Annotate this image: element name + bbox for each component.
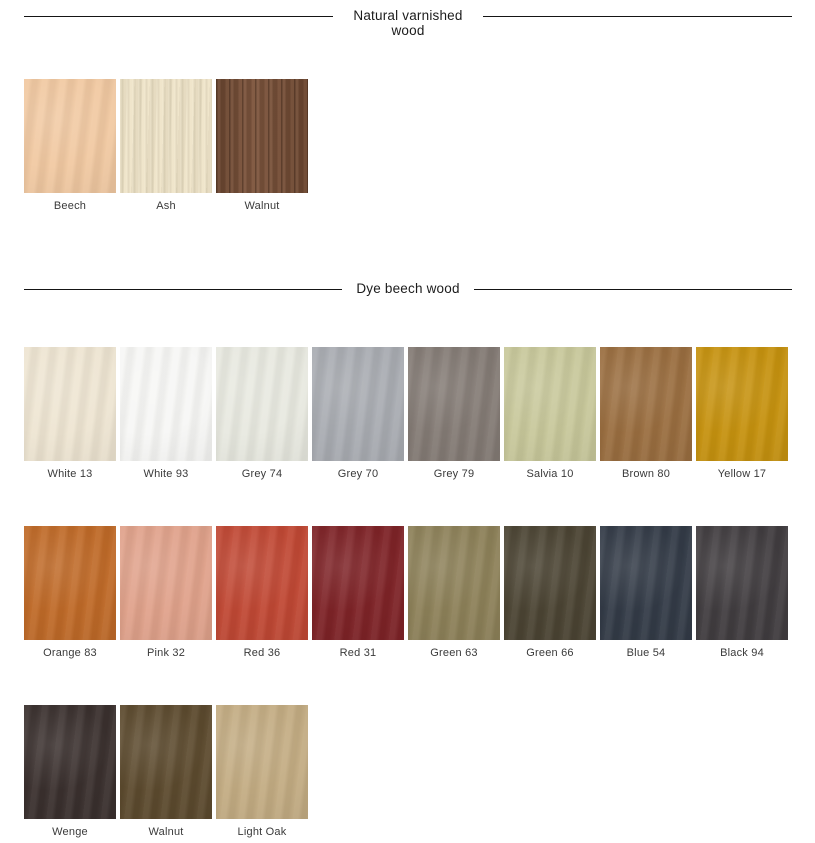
wood-finish-swatch-red-36[interactable] xyxy=(216,526,308,640)
swatch-cell xyxy=(312,526,404,660)
swatch-cell xyxy=(696,526,788,660)
swatch-cell xyxy=(504,526,596,660)
swatch-label: Yellow 17 xyxy=(717,468,767,480)
wood-finish-swatch-brown-80[interactable] xyxy=(600,347,692,461)
swatch-cell xyxy=(216,705,308,839)
section-header-dye xyxy=(24,281,792,296)
section-title-dye: Dye beech wood xyxy=(356,281,460,296)
wood-finish-swatch-yellow-17[interactable] xyxy=(696,347,788,461)
swatch-label: Green 63 xyxy=(430,647,478,659)
swatch-cell xyxy=(120,347,212,481)
swatch-cell xyxy=(120,705,212,839)
swatch-label: Walnut xyxy=(148,826,184,838)
wood-finish-swatch-grey-79[interactable] xyxy=(408,347,500,461)
swatch-cell xyxy=(216,526,308,660)
swatch-label: White 13 xyxy=(47,468,93,480)
swatch-label: Grey 79 xyxy=(433,468,475,480)
wood-finish-swatch-pink-32[interactable] xyxy=(120,526,212,640)
swatch-row-natural xyxy=(24,79,792,213)
wood-finish-swatch-red-31[interactable] xyxy=(312,526,404,640)
swatch-label: Wenge xyxy=(52,826,88,838)
swatch-cell xyxy=(24,705,116,839)
swatch-cell xyxy=(24,526,116,660)
wood-finish-swatch-light-oak[interactable] xyxy=(216,705,308,819)
wood-finish-swatch-walnut[interactable] xyxy=(120,705,212,819)
wood-finish-swatch-grey-74[interactable] xyxy=(216,347,308,461)
swatch-label: Grey 70 xyxy=(337,468,379,480)
swatch-label: Pink 32 xyxy=(146,647,186,659)
swatch-label: Ash xyxy=(156,200,176,212)
wood-finish-swatch-wenge[interactable] xyxy=(24,705,116,819)
swatch-label: Red 36 xyxy=(243,647,281,659)
swatch-cell xyxy=(600,526,692,660)
swatch-label: Red 31 xyxy=(339,647,377,659)
wood-finish-swatch-white-93[interactable] xyxy=(120,347,212,461)
wood-finish-swatch-salvia-10[interactable] xyxy=(504,347,596,461)
header-rule-left xyxy=(24,16,333,17)
swatch-label: Beech xyxy=(53,200,87,212)
swatch-label: Blue 54 xyxy=(626,647,666,659)
swatch-cell xyxy=(120,79,212,213)
wood-finish-swatch-walnut[interactable] xyxy=(216,79,308,193)
swatch-row-dye xyxy=(24,347,792,839)
header-rule-right xyxy=(483,16,792,17)
section-natural-varnished-wood xyxy=(24,8,792,213)
swatch-label: Black 94 xyxy=(720,647,764,659)
swatch-cell xyxy=(120,526,212,660)
wood-finish-swatch-beech[interactable] xyxy=(24,79,116,193)
section-header-natural xyxy=(24,8,792,38)
wood-finish-swatch-green-66[interactable] xyxy=(504,526,596,640)
swatch-label: White 93 xyxy=(143,468,189,480)
swatch-cell xyxy=(408,526,500,660)
swatch-cell xyxy=(24,347,116,481)
swatch-cell xyxy=(504,347,596,481)
swatch-cell xyxy=(216,79,308,213)
header-rule-left xyxy=(24,289,342,290)
section-title-natural: Natural varnished wood xyxy=(353,8,463,38)
swatch-cell xyxy=(600,347,692,481)
swatch-cell xyxy=(696,347,788,481)
wood-finish-swatch-orange-83[interactable] xyxy=(24,526,116,640)
wood-finish-swatch-blue-54[interactable] xyxy=(600,526,692,640)
swatch-cell xyxy=(216,347,308,481)
swatch-label: Walnut xyxy=(244,200,280,212)
wood-finish-swatch-green-63[interactable] xyxy=(408,526,500,640)
wood-finish-swatch-black-94[interactable] xyxy=(696,526,788,640)
swatch-label: Light Oak xyxy=(237,826,287,838)
swatch-cell xyxy=(312,347,404,481)
swatch-cell xyxy=(24,79,116,213)
swatch-cell xyxy=(408,347,500,481)
wood-finish-swatch-grey-70[interactable] xyxy=(312,347,404,461)
swatch-label: Salvia 10 xyxy=(526,468,574,480)
swatch-label: Orange 83 xyxy=(43,647,97,659)
swatch-label: Brown 80 xyxy=(621,468,671,480)
header-rule-right xyxy=(474,289,792,290)
wood-finish-swatch-white-13[interactable] xyxy=(24,347,116,461)
wood-finish-swatch-ash[interactable] xyxy=(120,79,212,193)
swatch-label: Grey 74 xyxy=(241,468,283,480)
swatch-label: Green 66 xyxy=(526,647,574,659)
section-dye-beech-wood xyxy=(24,281,792,839)
